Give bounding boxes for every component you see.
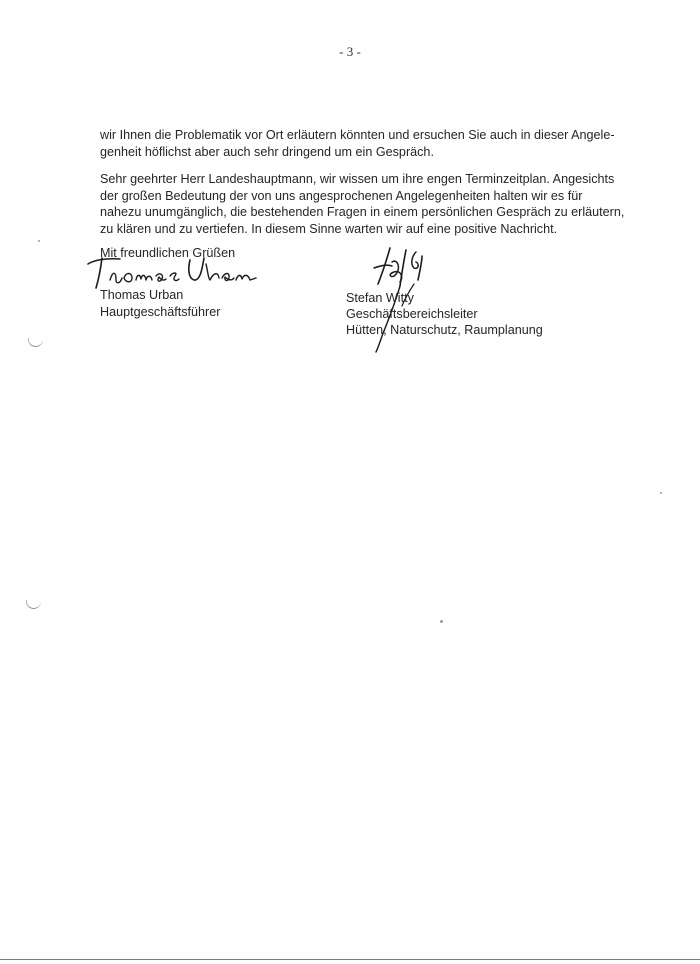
page-number: - 3 - bbox=[339, 44, 361, 59]
text-line: Sehr geehrter Herr Landeshauptmann, wir wissen um ihre engen Terminzeitplan. Angesichts bbox=[100, 172, 615, 186]
text-line: zu klären und zu vertiefen. In diesem Sinne warten wir auf eine positive Nachricht. bbox=[100, 221, 558, 236]
signatory-1-title: Hauptgeschäftsführer bbox=[100, 305, 221, 319]
punch-hole-mark bbox=[28, 338, 43, 347]
text-line: genheit höflichst aber auch sehr dringend um ein Gespräch. bbox=[100, 144, 434, 159]
scan-speck bbox=[38, 240, 40, 242]
punch-hole-mark bbox=[26, 600, 41, 609]
text-line: der großen Bedeutung der von uns angesprochenen Angelegenheiten halten wir es für bbox=[100, 188, 583, 203]
text-line: wir Ihnen die Problematik vor Ort erläutern könnten und ersuchen Sie auch in dieser Angele- bbox=[100, 128, 615, 142]
paragraph-request bbox=[100, 127, 615, 160]
paragraph-closing-remarks bbox=[100, 171, 625, 237]
scan-speck bbox=[660, 492, 662, 494]
signatory-2-department: Hütten, Naturschutz, Raumplanung bbox=[346, 323, 543, 337]
signatory-2-name: Stefan Witty bbox=[346, 291, 414, 305]
text-line: nahezu unumgänglich, die bestehenden Fragen in einem persönlichen Gespräch zu erläutern, bbox=[100, 205, 625, 219]
signatory-1-name: Thomas Urban bbox=[100, 288, 184, 302]
scan-speck bbox=[440, 620, 443, 623]
closing-salutation: Mit freundlichen Grüßen bbox=[100, 246, 236, 260]
signatory-2-title: Geschäftsbereichsleiter bbox=[346, 307, 478, 321]
bottom-edge-line bbox=[0, 959, 700, 960]
